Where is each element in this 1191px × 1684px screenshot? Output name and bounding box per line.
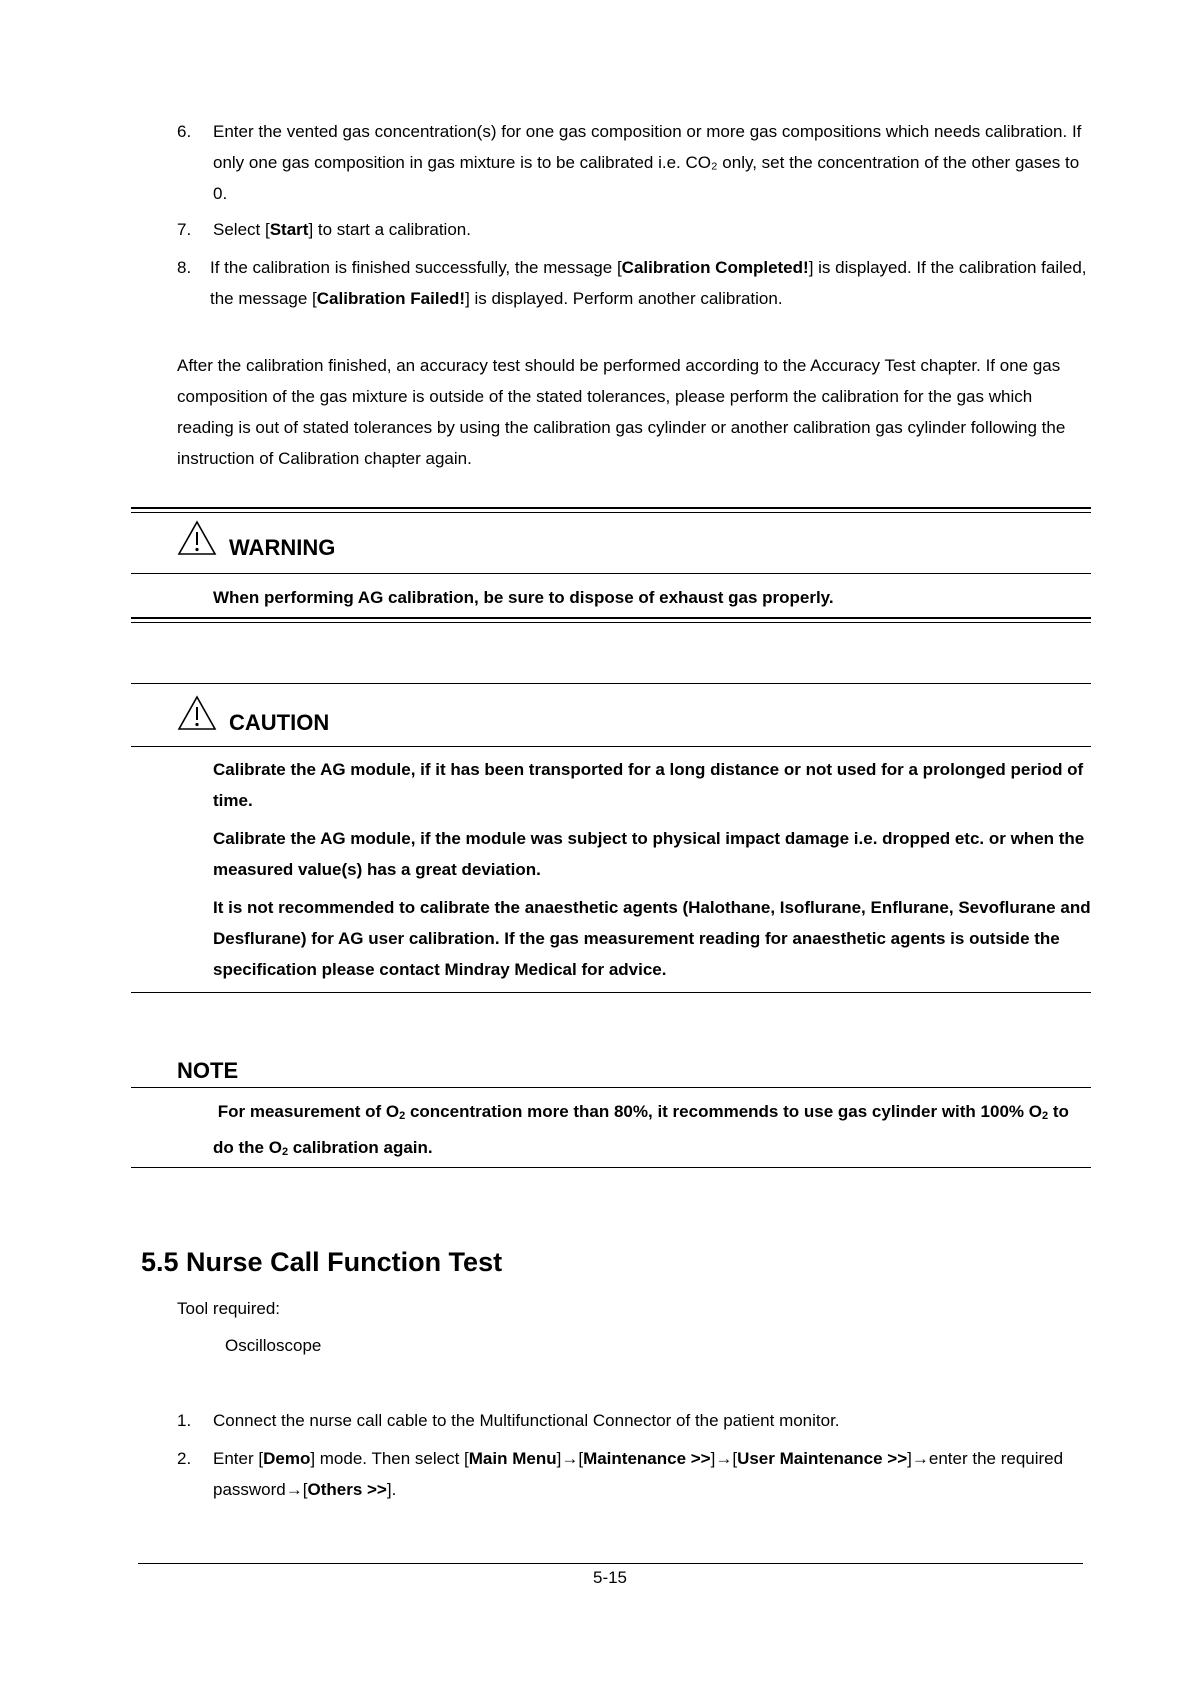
warning-triangle-icon [177, 520, 217, 556]
nurse-step-1-number: 1. [177, 1411, 192, 1430]
nurse-step-2-number: 2. [177, 1449, 192, 1468]
note-bottom-rule [131, 1167, 1091, 1168]
nurse-step-1-text: Connect the nurse call cable to the Multifunctional Connector of the patient monitor. [213, 1411, 840, 1430]
warning-title: WARNING [229, 535, 336, 560]
page-number: 5-15 [592, 1568, 628, 1587]
step-8-text: If the calibration is finished successfully, the message [Calibration Completed!] is displayed. If the calibration failed, the message [Calibration Failed!] is displayed. Perform another calibration. [210, 258, 1087, 308]
caution-triangle-icon [177, 695, 217, 731]
caution-title: CAUTION [229, 710, 330, 735]
tool-item: Oscilloscope [225, 1336, 322, 1355]
note-title: NOTE [177, 1058, 239, 1083]
step-7-number: 7. [177, 220, 192, 239]
caution-top-rule [131, 683, 1091, 684]
section-heading: 5.5 Nurse Call Function Test [141, 1247, 503, 1277]
warning-text: When performing AG calibration, be sure to dispose of exhaust gas properly. [213, 588, 834, 607]
caution-item-3: It is not recommended to calibrate the anaesthetic agents (Halothane, Isoflurane, Enflurane, Sevoflurane and Desflurane) for AG user calibration. If the gas measurement reading for anaesthetic agents is outside the specification please contact Mindray Medical for advice. [213, 898, 1091, 979]
caution-item-1: Calibrate the AG module, if it has been transported for a long distance or not used for a prolonged period of time. [213, 760, 1084, 810]
step-6-text: Enter the vented gas concentration(s) for one gas composition or more gas compositions which needs calibration. If only one gas composition in gas mixture is to be calibrated i.e. CO₂ only, set the concentration of the other gases to 0. [213, 122, 1082, 203]
step-8-number: 8. [177, 258, 192, 277]
note-text: For measurement of $O_2$ concentration more than 80%, it recommends to use gas cylinder with 100% $O_2$ to do the $O_2$ calibration again. [213, 1102, 1069, 1158]
caution-mid-rule [131, 746, 1091, 747]
warning-top-rule [131, 507, 1091, 513]
caution-item-2: Calibrate the AG module, if the module was subject to physical impact damage i.e. dropped etc. or when the measured value(s) has a great deviation. [213, 829, 1085, 879]
tool-required-label: Tool required: [177, 1299, 281, 1318]
step-6-number: 6. [177, 122, 192, 141]
footer-rule [138, 1563, 1083, 1564]
note-top-rule [131, 1087, 1091, 1088]
calibration-accuracy-paragraph: After the calibration finished, an accuracy test should be performed according to the Accuracy Test chapter. If one gas composition of the gas mixture is outside of the stated tolerances, please perform the calibration for the gas which reading is out of stated tolerances by using the calibration gas cylinder or another calibration gas cylinder following the instruction of Calibration chapter again. [177, 356, 1066, 468]
warning-mid-rule [131, 573, 1091, 574]
nurse-step-2-text: Enter [Demo] mode. Then select [Main Menu]→[Maintenance >>]→[User Maintenance >>]→enter the required password→[Others >>]. [213, 1449, 1064, 1499]
warning-bottom-rule [131, 617, 1091, 623]
step-7-text: Select [Start] to start a calibration. [213, 220, 471, 239]
caution-bottom-rule [131, 992, 1091, 993]
